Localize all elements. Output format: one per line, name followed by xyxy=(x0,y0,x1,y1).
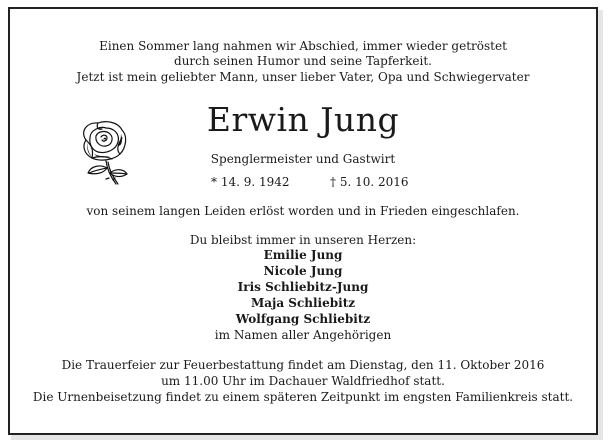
funeral-line-1: Die Trauerfeier zur Feuerbestattung findet am Dienstag, den 11. Oktober 2016 xyxy=(61,358,545,372)
deceased-profession: Spenglermeister und Gastwirt xyxy=(210,152,396,166)
mourner-4: Maja Schliebitz xyxy=(250,296,356,310)
passing-text: von seinem langen Leiden erlöst worden und in Frieden eingeschlafen. xyxy=(86,204,520,218)
mourner-5: Wolfgang Schliebitz xyxy=(235,312,371,326)
mourner-2: Nicole Jung xyxy=(263,264,343,278)
heart-text: Du bleibst immer in unseren Herzen: xyxy=(189,233,417,247)
mourner-1: Emilie Jung xyxy=(263,248,343,262)
birth-date: * 14. 9. 1942 xyxy=(211,175,290,189)
funeral-line-2: um 11.00 Uhr im Dachauer Waldfriedhof statt. xyxy=(161,374,445,388)
intro-line-1: Einen Sommer lang nahmen wir Abschied, immer wieder getröstet xyxy=(99,39,507,53)
death-date: † 5. 10. 2016 xyxy=(330,175,409,189)
intro-line-3: Jetzt ist mein geliebter Mann, unser lieber Vater, Opa und Schwiegervater xyxy=(76,70,530,84)
mourner-3: Iris Schliebitz-Jung xyxy=(237,280,369,294)
deceased-name: Erwin Jung xyxy=(206,100,400,139)
funeral-line-3: Die Urnenbeisetzung findet zu einem späteren Zeitpunkt im engsten Familienkreis statt. xyxy=(32,390,574,404)
intro-line-2: durch seinen Humor und seine Tapferkeit. xyxy=(174,54,432,68)
relatives-text: im Namen aller Angehörigen xyxy=(214,328,392,342)
obituary-frame xyxy=(8,7,598,435)
